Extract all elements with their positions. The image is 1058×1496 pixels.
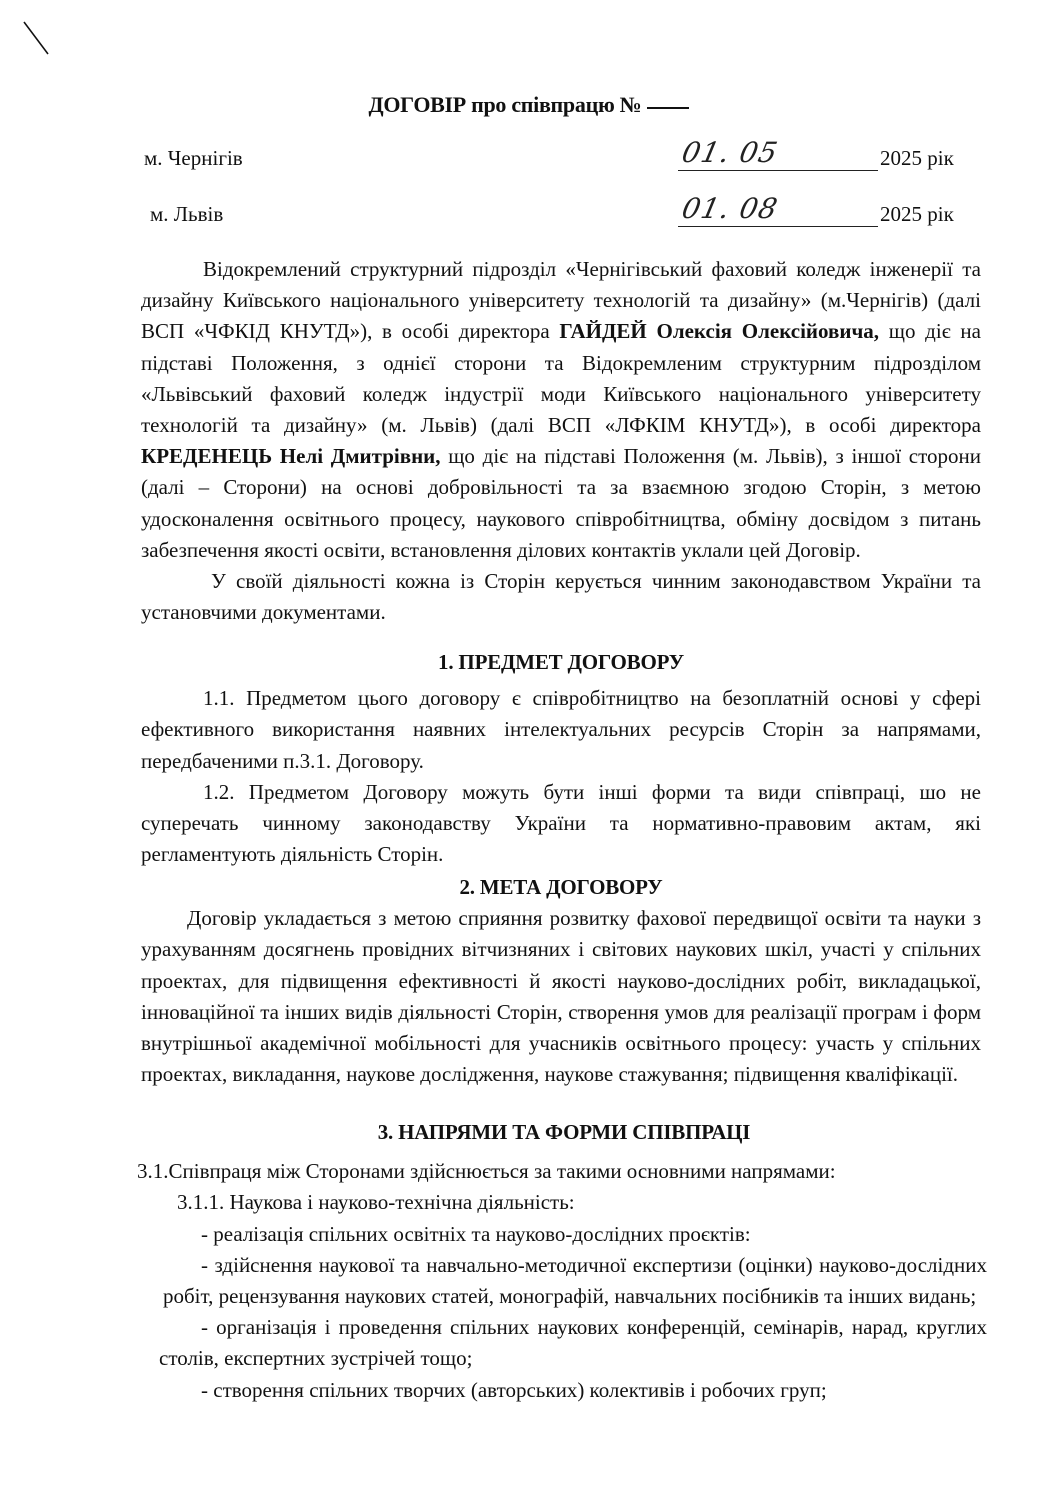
document-title <box>0 92 1058 118</box>
handwritten-date: 01. 08 <box>679 192 782 225</box>
director-name: ГАЙДЕЙ Олексія Олексійовича, <box>559 319 880 344</box>
section-2-paragraph: Договір укладається з метою сприяння розвитку фахової передвищої освіти та науки з урахуванням досягнень провідних вітчизняних і світових наукових шкіл, участі у спільних проектах, для підвищення ефективності й якості науково-дослідних робіт, викладацької, інноваційної та інших видів діяльності Сторін, створення умов для реалізації програм і форм внутрішньої академічної мобільності для учасників освітнього процесу: участь у спільних проектах, викладання, наукове дослідження, наукове стажування; підвищення кваліфікації. <box>141 906 981 1087</box>
year-text: 2025 рік <box>880 146 954 170</box>
section-1 <box>141 647 981 870</box>
section-heading: 1. ПРЕДМЕТ ДОГОВОРУ <box>438 650 684 674</box>
date-underline <box>678 170 878 171</box>
list-item: - здійснення наукової та навчально-методичної експертизи (оцінки) науково-дослідних робіт, рецензування наукових статей, монографій, навчальних посібників та інших видань; <box>163 1252 987 1309</box>
title-text: ДОГОВІР про співпрацю № <box>368 92 642 117</box>
text: що діє на підставі Положення, з однієї сторони та Відокремленим структурним підрозділом «Львівський фаховий коледж індустрії моди Київського національного університету технологій та дизайну» (м. Львів) (далі ВСП «ЛФКІМ КНУТД»), в особі директора <box>141 319 981 438</box>
section-heading: 2. МЕТА ДОГОВОРУ <box>459 875 663 899</box>
list-item: - реалізація спільних освітніх та науково-дослідних проєктів: <box>201 1221 751 1246</box>
year-text: 2025 рік <box>880 202 954 226</box>
city-date-row-chernihiv <box>0 136 1058 176</box>
clause-3-1: 3.1.Співпраця між Сторонами здійснюється за такими основними напрямами: <box>137 1159 836 1184</box>
text: що діє на підставі Положення (м. Львів), з іншої сторони (далі – Сторони) на основі добровільності та за взаємною згодою Сторін, з метою удосконалення освітнього процесу, наукового співробітництва, обміну досвідом з питань забезпечення якості освіти, встановлення ділових контактів уклали цей Договір. <box>141 444 981 562</box>
preamble <box>141 254 981 628</box>
section-2 <box>141 872 981 1090</box>
pen-stroke-mark <box>18 18 58 58</box>
list-item: - організація і проведення спільних наукових конференцій, семінарів, нарад, круглих столів, експертних зустрічей тощо; <box>159 1315 987 1371</box>
contract-number-blank <box>647 107 689 109</box>
handwritten-date: 01. 05 <box>679 136 782 169</box>
date-underline <box>678 226 878 227</box>
preamble-paragraph <box>141 254 981 566</box>
city-date-row-lviv <box>0 192 1058 232</box>
section-heading: 3. НАПРЯМИ ТА ФОРМИ СПІВПРАЦІ <box>377 1120 751 1144</box>
text: Відокремлений структурний підрозділ «Чернігівський фаховий коледж інженерії та дизайну Київського національного університету технологій та дизайну» (м.Чернігів) (далі ВСП «ЧФКІД КНУТД»), в особі директора <box>141 257 981 344</box>
clause-1-1: 1.1. Предметом цього договору є співробітництво на безоплатній основі у сфері ефективного використання наявних інтелектуальних ресурсів Сторін за напрямами, передбаченими п.3.1. Договору. <box>141 686 981 773</box>
city-name: м. Чернігів <box>144 146 243 170</box>
legal-basis-paragraph: У своїй діяльності кожна із Сторін керується чинним законодавством України та установчими документами. <box>141 569 981 625</box>
clause-3-1-1: 3.1.1. Наукова і науково-технічна діяльність: <box>177 1190 575 1215</box>
section-3 <box>137 1117 987 1406</box>
list-item: - створення спільних творчих (авторських) колективів і робочих груп; <box>201 1377 827 1402</box>
clause-1-2: 1.2. Предметом Договору можуть бути інші форми та види співпраці, шо не суперечать чинному законодавству України та нормативно-правовим актам, які регламентують діяльність Сторін. <box>141 779 981 867</box>
director-name: КРЕДЕНЕЦЬ Нелі Дмитрівни, <box>141 444 441 469</box>
city-name: м. Львів <box>150 202 224 226</box>
